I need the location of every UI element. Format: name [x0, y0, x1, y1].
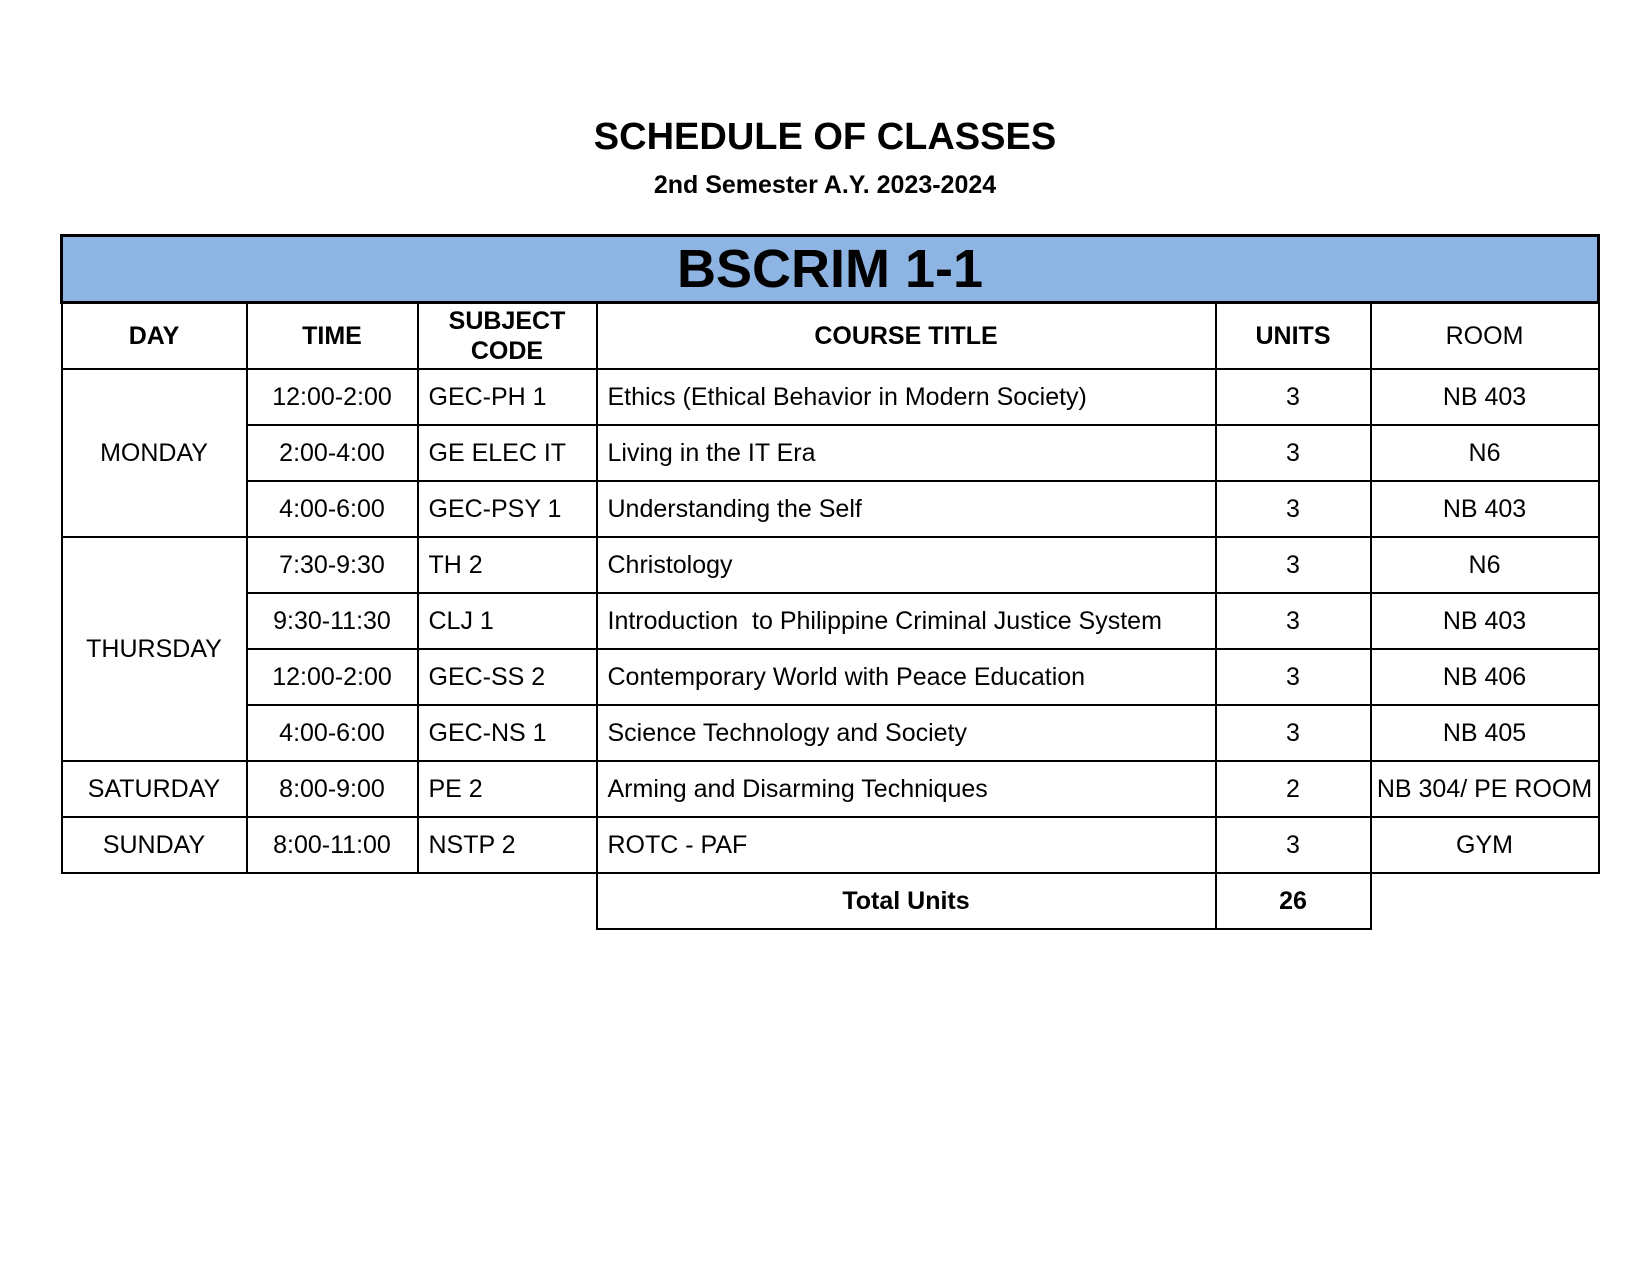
table-row — [62, 481, 1599, 537]
page-title: SCHEDULE OF CLASSES — [593, 116, 1057, 158]
table-row — [62, 425, 1599, 481]
table-row — [62, 817, 1599, 873]
time-cell: 12:00-2:00 — [247, 369, 418, 425]
units-cell: 3 — [1216, 649, 1371, 705]
room-cell: NB 403 — [1371, 593, 1599, 649]
units-cell: 3 — [1216, 369, 1371, 425]
room-cell: NB 304/ PE ROOM — [1371, 761, 1599, 817]
subject-code-cell: CLJ 1 — [418, 593, 597, 649]
time-cell: 4:00-6:00 — [247, 705, 418, 761]
subject-code-cell: GEC-SS 2 — [418, 649, 597, 705]
time-cell: 4:00-6:00 — [247, 481, 418, 537]
course-title-cell: Christology — [597, 537, 1216, 593]
day-cell-monday: MONDAY — [62, 369, 247, 537]
time-cell: 8:00-11:00 — [247, 817, 418, 873]
subject-code-cell: GEC-NS 1 — [418, 705, 597, 761]
column-header-day: DAY — [62, 303, 247, 370]
course-title-cell: Science Technology and Society — [597, 705, 1216, 761]
section-banner-row — [62, 236, 1599, 303]
day-cell-thursday: THURSDAY — [62, 537, 247, 761]
column-header-room: ROOM — [1371, 303, 1599, 370]
room-cell: NB 403 — [1371, 369, 1599, 425]
subject-code-cell: NSTP 2 — [418, 817, 597, 873]
units-cell: 3 — [1216, 481, 1371, 537]
day-cell-saturday: SATURDAY — [62, 761, 247, 817]
units-cell: 2 — [1216, 761, 1371, 817]
room-cell: GYM — [1371, 817, 1599, 873]
time-cell: 8:00-9:00 — [247, 761, 418, 817]
subject-code-cell: TH 2 — [418, 537, 597, 593]
subject-code-cell: GE ELEC IT — [418, 425, 597, 481]
table-row — [62, 761, 1599, 817]
total-units-value: 26 — [1216, 873, 1371, 929]
column-header-subject-code: SUBJECT CODE — [418, 303, 597, 370]
column-header-course-title: COURSE TITLE — [597, 303, 1216, 370]
room-cell: NB 405 — [1371, 705, 1599, 761]
total-spacer — [62, 873, 597, 929]
units-cell: 3 — [1216, 537, 1371, 593]
table-row — [62, 649, 1599, 705]
room-cell: NB 403 — [1371, 481, 1599, 537]
total-units-label: Total Units — [597, 873, 1216, 929]
day-cell-sunday: SUNDAY — [62, 817, 247, 873]
total-row — [62, 873, 1599, 929]
course-title-cell: Understanding the Self — [597, 481, 1216, 537]
room-cell: NB 406 — [1371, 649, 1599, 705]
time-cell: 2:00-4:00 — [247, 425, 418, 481]
time-cell: 12:00-2:00 — [247, 649, 418, 705]
schedule-table — [60, 234, 1600, 930]
room-cell: N6 — [1371, 537, 1599, 593]
course-title-cell: Arming and Disarming Techniques — [597, 761, 1216, 817]
subject-code-cell: GEC-PH 1 — [418, 369, 597, 425]
subject-code-cell: PE 2 — [418, 761, 597, 817]
table-row — [62, 593, 1599, 649]
room-cell: N6 — [1371, 425, 1599, 481]
course-title-cell: Contemporary World with Peace Education — [597, 649, 1216, 705]
table-row — [62, 705, 1599, 761]
page-subtitle: 2nd Semester A.Y. 2023-2024 — [653, 171, 997, 199]
column-header-time: TIME — [247, 303, 418, 370]
course-title-cell: ROTC - PAF — [597, 817, 1216, 873]
subject-code-cell: GEC-PSY 1 — [418, 481, 597, 537]
time-cell: 9:30-11:30 — [247, 593, 418, 649]
units-cell: 3 — [1216, 817, 1371, 873]
units-cell: 3 — [1216, 593, 1371, 649]
section-banner: BSCRIM 1-1 — [62, 236, 1599, 303]
course-title-cell: Living in the IT Era — [597, 425, 1216, 481]
table-row — [62, 369, 1599, 425]
course-title-cell: Introduction to Philippine Criminal Justice System — [597, 593, 1216, 649]
time-cell: 7:30-9:30 — [247, 537, 418, 593]
units-cell: 3 — [1216, 705, 1371, 761]
header-row — [62, 303, 1599, 370]
column-header-units: UNITS — [1216, 303, 1371, 370]
units-cell: 3 — [1216, 425, 1371, 481]
course-title-cell: Ethics (Ethical Behavior in Modern Society) — [597, 369, 1216, 425]
total-spacer-right — [1371, 873, 1599, 929]
table-row — [62, 537, 1599, 593]
